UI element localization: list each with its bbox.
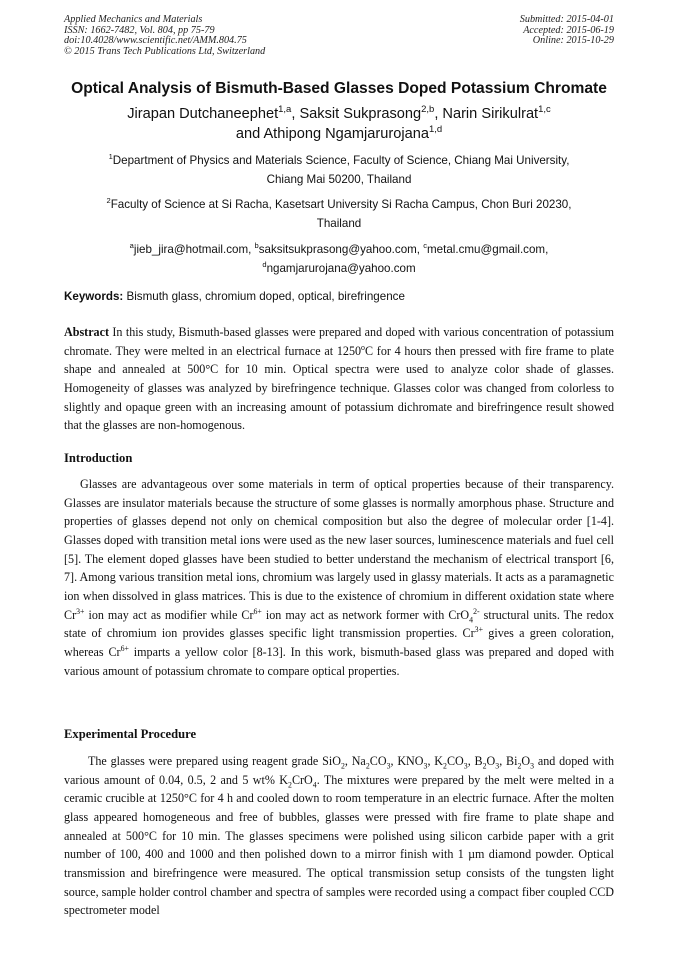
emails-line-1 <box>60 240 618 259</box>
online-date: Online: 2015-10-29 <box>532 35 614 47</box>
exp-text: , KNO <box>390 754 424 768</box>
email-a[interactable]: jieb_jira@hotmail.com, <box>133 243 255 256</box>
exp-text: O <box>521 754 531 768</box>
subscript: 3 <box>386 761 391 771</box>
abstract-label: Abstract <box>64 325 110 339</box>
journal-doi: doi:10.4028/www.scientific.net/AMM.804.75 <box>64 35 247 47</box>
submitted-date: Submitted: 2015-04-01 <box>519 14 614 25</box>
affiliation-2-line-1 <box>60 195 618 214</box>
author-2-affil: 2,b <box>421 104 435 116</box>
keywords <box>64 290 616 303</box>
author-1: Jirapan Dutchaneephet <box>127 106 279 122</box>
journal-copyright: © 2015 Trans Tech Publications Ltd, Switzerland <box>64 45 266 57</box>
author-line-2 <box>30 124 648 144</box>
subscript: 2 <box>517 761 522 771</box>
subscript: 2 <box>340 761 345 771</box>
subscript: 2 <box>365 761 370 771</box>
author-separator: , <box>291 106 300 122</box>
subscript: 2 <box>482 761 487 771</box>
publication-dates <box>520 15 614 47</box>
email-d[interactable]: ngamjarurojana@yahoo.com <box>266 262 416 275</box>
affiliation-2-number: 2 <box>106 196 111 206</box>
intro-text: imparts a yellow color [8-13]. In this work, bismuth-based glass was prepared and doped with various amount of potassium chromate to compare optical properties. <box>64 644 614 678</box>
keywords-label: Keywords: <box>64 290 124 303</box>
intro-text: ion may act as modifier while Cr <box>84 607 254 622</box>
exp-text: , Na <box>344 754 366 768</box>
affiliation-2-text: Faculty of Science at Si Racha, Kasetsart University Si Racha Campus, Chon Buri 20230, <box>110 198 572 211</box>
abstract-text: C for 4 hours then pressed with fire frame to plate shape and annealed at 500°C for 10 min. Optical spectra were used to analyze color shade of glasses. Homogeneity of glasses was analyzed by birefringence technique. Glasses color was changed from colorless to slightly and opaque green with an increasing amount of potassium dichromate and birefringence result showed that the glasses are non-homogenous. <box>64 343 614 433</box>
author-list <box>30 104 648 144</box>
subscript: 3 <box>530 761 535 771</box>
ion-charge: 3+ <box>76 606 85 616</box>
subscript: 4 <box>469 615 474 624</box>
author-and: and <box>235 126 264 142</box>
subscript: 2 <box>443 761 447 771</box>
author-4-affil: 1,d <box>428 124 443 136</box>
experimental-heading: Experimental Procedure <box>64 727 197 741</box>
exp-text: O <box>486 754 496 768</box>
paper-title: Optical Analysis of Bismuth-Based Glasses Doped Potassium Chromate <box>71 80 607 97</box>
email-b[interactable]: saksitsukprasong@yahoo.com, <box>258 243 424 256</box>
affiliation-1 <box>60 151 618 189</box>
author-emails <box>60 240 618 278</box>
ion-charge: 6+ <box>120 643 129 653</box>
affiliation-1-line-1 <box>60 151 618 170</box>
intro-text: ion may act as network former with CrO <box>261 607 470 622</box>
author-line-1 <box>30 104 648 124</box>
subscript: 3 <box>495 761 500 771</box>
intro-text: structural units. The redox state of chromium ion provides glasses specific light transmission properties. Cr <box>64 607 614 641</box>
subscript: 4 <box>312 780 317 790</box>
email-c[interactable]: metal.cmu@gmail.com, <box>427 243 549 256</box>
author-3: Narin Sirikulrat <box>442 106 539 122</box>
degree-mark: o <box>361 342 365 352</box>
ion-charge: 3+ <box>474 625 484 635</box>
intro-text: Glasses are advantageous over some materials in term of optical properties because of their transparency. Glasses are insulator materials because the structure of some glasses is normally amorphous phase. Structure and properties of glasses depend not only on chemical composition but also the degree of molecular order [1-4]. Glasses doped with transition metal ions were used as the new laser sources, luminescence materials and fuel cell [5]. The element doped glasses have been studied to better understand the mechanism of electrical transport [6, 7]. Among various transition metal ions, chromium was largely used in glassy materials. It acts as a paramagnetic ion when dissolved in glass matrices. This is due to the existence of chromium in different oxidation state where Cr <box>64 477 614 622</box>
affiliation-1-number: 1 <box>108 152 113 162</box>
exp-text: CO <box>446 754 464 768</box>
exp-text: , K <box>427 754 444 768</box>
journal-info <box>64 15 265 57</box>
subscript: 3 <box>463 761 468 771</box>
email-a-marker: a <box>129 241 134 251</box>
email-c-marker: c <box>423 241 428 251</box>
exp-text: , Bi <box>499 754 518 768</box>
exp-text: . The mixtures were prepared by the melt were melted in a ceramic crucible at 1250°C for 4 h and cooled down to room temperature in an electric furnace. After the molten glass appeared homogeneous and free of bubbles, glasses were pressed with fire frame to plate shape and annealed at 500°C for 10 min. The glasses specimens were polished using silicon carbide paper with a grit number of 100, 400 and 1000 and then polished down to a mirror finish with 1 µm diamond powder. Optical transmission and birefringence were measured. The optical transmission setup consists of the tungsten light source, sample holder control chamber and spectra of samples were recorded using a compact fiber coupled CCD spectrometer model <box>64 772 614 918</box>
exp-text: , B <box>467 754 483 768</box>
abstract-paragraph <box>64 323 614 435</box>
emails-line-2 <box>60 259 618 278</box>
affiliation-1-text: Department of Physics and Materials Science, Faculty of Science, Chiang Mai University, <box>112 154 570 167</box>
email-b-marker: b <box>254 241 259 251</box>
author-separator: , <box>434 106 443 122</box>
subscript: 3 <box>423 761 428 771</box>
exp-text: CrO <box>291 772 313 787</box>
author-1-affil: 1,a <box>278 104 292 116</box>
author-3-affil: 1,c <box>538 104 551 116</box>
keywords-text: Bismuth glass, chromium doped, optical, birefringence <box>123 290 405 303</box>
journal-name: Applied Mechanics and Materials <box>64 14 203 25</box>
author-4: Athipong Ngamjarurojana <box>263 126 429 142</box>
introduction-paragraph <box>64 475 614 680</box>
experimental-paragraph <box>64 752 614 920</box>
accepted-date: Accepted: 2015-06-19 <box>523 24 614 36</box>
affiliation-2 <box>60 195 618 233</box>
intro-text: gives a green coloration, whereas Cr <box>64 626 614 659</box>
subscript: 2 <box>288 780 292 790</box>
exp-text: CO <box>369 754 387 768</box>
journal-issn: ISSN: 1662-7482, Vol. 804, pp 75-79 <box>64 24 215 36</box>
introduction-heading: Introduction <box>64 451 133 465</box>
exp-text: The glasses were prepared using reagent grade SiO <box>88 754 341 768</box>
email-d-marker: d <box>262 260 267 270</box>
affiliation-2-line-2: Thailand <box>316 217 362 230</box>
ion-charge: 2- <box>473 606 480 616</box>
ion-charge: 6+ <box>253 606 262 616</box>
exp-text: and doped with various amount of 0.04, 0.5, 2 and 5 wt% K <box>64 754 614 787</box>
affiliation-1-line-2: Chiang Mai 50200, Thailand <box>266 173 412 186</box>
author-2: Saksit Sukprasong <box>299 106 422 122</box>
abstract-text: In this study, Bismuth-based glasses were prepared and doped with various concentration of potassium chromate. They were melted in an electrical furnace at 1250 <box>64 325 614 358</box>
